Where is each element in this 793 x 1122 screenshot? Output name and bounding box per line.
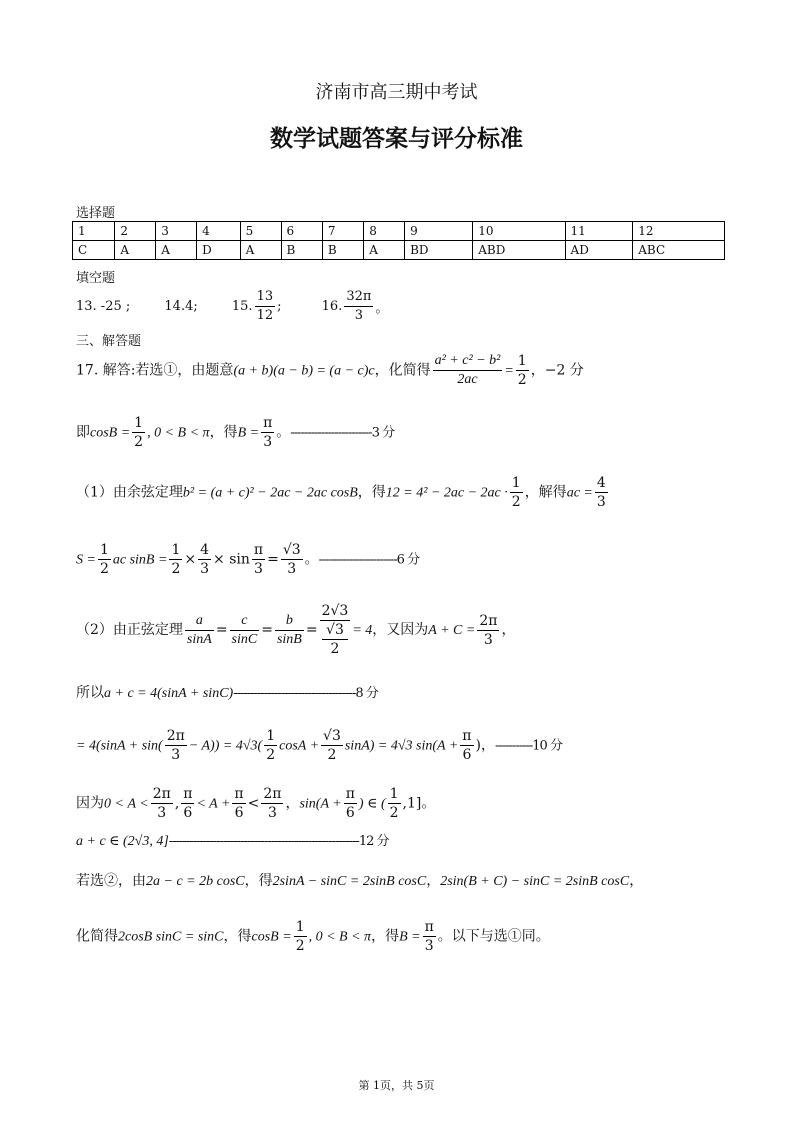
answer-14: 14.4; [164, 299, 198, 314]
numerator: √3 [322, 621, 349, 640]
numerator: b [275, 612, 304, 631]
answer-cell: ABD [473, 241, 565, 260]
denominator: 3 [157, 805, 167, 821]
numerator: √3 [282, 542, 301, 558]
numerator: 1 [517, 353, 527, 369]
denominator: 6 [183, 805, 193, 821]
denominator: 3 [263, 434, 273, 450]
question-number-cell: 1 [73, 222, 115, 241]
score-mark: ------------------------------------8 分 [233, 686, 378, 701]
answer-16-prefix: 16. [321, 299, 343, 314]
fraction [261, 785, 283, 822]
question-number-cell: 3 [156, 222, 197, 241]
equals: = [267, 551, 279, 568]
numerator: 1 [171, 542, 181, 558]
question-number-cell: 12 [633, 222, 725, 241]
fill-section-label: 填空题 [76, 271, 116, 286]
denominator: 2 [517, 372, 527, 388]
equation: (a + b)(a − b) = (a − c)c [233, 363, 375, 379]
solution-line-3 [76, 474, 610, 511]
denominator: 2ac [457, 372, 478, 387]
exam-school-title: 济南市高三期中考试 [315, 82, 478, 103]
equation: 2a − c = 2b cosC [146, 874, 245, 889]
numerator: π [424, 919, 434, 935]
question-number-cell: 7 [322, 222, 363, 241]
denominator: 6 [462, 747, 472, 763]
equation: cosB = [90, 425, 131, 441]
numerator: 1 [134, 415, 144, 431]
numerator: 4 [596, 475, 606, 491]
equation: − A)) = 4√3( [188, 738, 263, 754]
solution-line-5: （2）由正弦定理 $\frac{a}{\sin A}$ = $\frac{c}{\sin C}$ = $\frac{b}{\sin B}$ = 2√3 √3 2 = 4，又因为A + C = $\frac{2\pi}{3}$ ， [76, 603, 516, 657]
numerator: 1 [511, 475, 521, 491]
table-row-answers [73, 241, 725, 260]
fraction [321, 727, 343, 764]
answer-cell: A [156, 241, 197, 260]
solution-line-10 [76, 870, 643, 890]
choice-section-label: 选择题 [76, 206, 116, 221]
equation: × sin [213, 551, 250, 568]
fraction [230, 612, 260, 649]
page-footer: 第 1页，共 5页 [358, 1079, 435, 1092]
numerator: 2π [166, 728, 185, 744]
text: ， [629, 873, 644, 889]
question-number-cell: 6 [281, 222, 322, 241]
equation: cosB = [251, 929, 292, 945]
denominator: sinA [186, 631, 212, 647]
equation: = 4 [352, 623, 373, 638]
equation: b² = (a + c)² − 2ac − 2ac cosB [182, 485, 358, 501]
fraction [433, 352, 503, 389]
text: 17. 解答:若选①，由题意 [76, 362, 234, 379]
answer-cell: B [322, 241, 363, 260]
equation: sinA) = 4√3 sin(A + [344, 738, 459, 754]
fraction [344, 785, 357, 822]
solution-line-6 [76, 682, 378, 702]
fraction [151, 785, 173, 822]
numerator: 2π [479, 612, 498, 629]
equation: B = [237, 425, 260, 441]
fraction [132, 414, 145, 451]
denominator: 3 [483, 631, 493, 648]
solution-line-8 [76, 785, 435, 822]
denominator: 2 [295, 938, 305, 954]
answer-cell: D [197, 241, 241, 260]
text: 若选②，由 [76, 873, 146, 889]
equation: ac = [566, 485, 593, 501]
less-than: < [247, 795, 260, 812]
solution-line-9 [76, 830, 389, 850]
equation: 2sinA − sinC = 2sinB cosC [272, 874, 427, 889]
denominator: 6 [234, 805, 244, 821]
fraction [460, 727, 473, 764]
numerator: 2√3 [321, 603, 349, 619]
solution-line-2 [76, 414, 394, 451]
equals: = [504, 363, 514, 379]
denominator: 3 [354, 308, 364, 323]
solution-line-4 [76, 541, 419, 578]
choice-answer-table [72, 221, 725, 260]
answer-13: 13. -25 ; [76, 299, 131, 314]
text: )， [475, 737, 495, 754]
answer-cell: AD [565, 241, 633, 260]
numerator: 2π [152, 786, 171, 802]
equation: ) ∈ ( [358, 796, 386, 812]
denominator: 3 [267, 805, 277, 821]
text: ，得 [244, 873, 273, 889]
solution-line-7 [76, 727, 562, 764]
fraction [275, 612, 304, 649]
solution-line-11 [76, 918, 550, 955]
equation: B = [399, 929, 421, 945]
score-mark: -----------10 分 [494, 738, 562, 754]
question-number-cell: 11 [565, 222, 633, 241]
equation: a + c = 4(sinA + sinC) [104, 686, 234, 701]
denominator: 2 [99, 561, 109, 577]
fraction [281, 541, 303, 578]
fraction [198, 541, 211, 578]
equation: 2sin(B + C) − sinC = 2sinB cosC [440, 874, 630, 889]
table-row-numbers [73, 222, 725, 241]
fraction [232, 785, 245, 822]
text: 所以 [76, 685, 104, 701]
denominator: 3 [200, 561, 210, 577]
question-number-cell: 10 [473, 222, 565, 241]
numerator: √3 [323, 728, 341, 744]
question-number-cell: 9 [405, 222, 473, 241]
text: ，又因为 [372, 622, 429, 638]
text: ，得 [209, 424, 238, 441]
fraction [477, 612, 499, 649]
denominator: 3 [171, 747, 181, 763]
solution-line-1 [76, 352, 584, 389]
equation: = 4(sinA + sin( [76, 738, 163, 754]
denominator: 6 [345, 805, 355, 821]
equation: < A + [196, 796, 231, 812]
denominator: 3 [254, 561, 263, 577]
numerator: π [345, 786, 355, 802]
denominator: 12 [256, 308, 274, 323]
fraction [320, 602, 351, 658]
denominator: 3 [287, 561, 297, 577]
text: 化简得 [76, 928, 118, 945]
text: 即 [76, 424, 90, 441]
numerator: π [462, 728, 472, 744]
denominator: 3 [424, 938, 434, 954]
fraction [261, 414, 274, 451]
nested-fraction [320, 621, 351, 658]
equation: 0 < A < [104, 796, 149, 812]
numerator: 2π [263, 786, 282, 802]
denominator: 2 [511, 494, 521, 510]
text: ， [285, 795, 300, 812]
question-number-cell: 5 [240, 222, 281, 241]
equation: , 0 < B < π [147, 425, 210, 441]
fraction [595, 474, 608, 511]
score-mark: ------------------------3 分 [290, 425, 395, 441]
denominator: 2 [327, 747, 337, 763]
answer-cell: BD [405, 241, 473, 260]
answer-15-suffix: ; [277, 299, 282, 314]
fraction [252, 541, 265, 578]
question-number-cell: 2 [115, 222, 156, 241]
denominator: 2 [266, 747, 276, 763]
denominator: 2 [330, 641, 340, 657]
text: 。以下与选①同。 [437, 928, 550, 945]
fraction [516, 352, 529, 389]
fraction [294, 918, 307, 955]
fraction [264, 727, 277, 764]
question-number-cell: 4 [197, 222, 241, 241]
answer-cell: B [281, 241, 322, 260]
denominator: sinC [231, 631, 258, 647]
text: （1）由余弦定理 [76, 484, 183, 501]
answer-cell: A [364, 241, 405, 260]
answer-16-suffix: 。 [375, 301, 389, 316]
fraction [423, 918, 436, 955]
text: 。 [304, 551, 319, 568]
equation: sin(A + [299, 796, 342, 812]
document-title: 数学试题答案与评分标准 [270, 126, 523, 152]
fraction [185, 612, 214, 649]
text: ，化简得 [374, 362, 431, 379]
numerator: π [263, 415, 273, 431]
text: ，得 [223, 928, 252, 945]
fraction [165, 727, 187, 764]
fraction [388, 785, 401, 822]
solve-section-label: 三、解答题 [76, 334, 142, 349]
answer-cell: A [240, 241, 281, 260]
score-mark: ，−2 分 [530, 362, 584, 379]
answer-15-prefix: 15. [231, 299, 253, 314]
equation: 12 = 4² − 2ac − 2ac · [385, 485, 508, 501]
fraction [181, 785, 194, 822]
answer-cell: C [73, 241, 115, 260]
equation: , 0 < B < π [308, 929, 372, 945]
denominator: 2 [389, 805, 399, 821]
equation: a + c ∈ (2√3, 4] [76, 834, 169, 849]
numerator: 1 [266, 728, 276, 744]
fraction [98, 541, 111, 578]
numerator: 13 [255, 288, 276, 307]
score-mark: --------------------------------------------------------12 分 [168, 834, 389, 849]
comma: , [174, 795, 180, 812]
fraction [344, 288, 373, 325]
fill-answers-line [76, 288, 388, 325]
numerator: a² + c² − b² [433, 352, 503, 371]
fraction [255, 288, 276, 325]
text: ，得 [371, 928, 400, 945]
text: ， [501, 622, 516, 638]
denominator: 2 [134, 434, 144, 450]
text: （2）由正弦定理 [76, 622, 183, 638]
fraction [510, 474, 523, 511]
numerator: 32π [344, 288, 373, 307]
denominator: sinB [276, 631, 302, 647]
numerator: 1 [99, 542, 109, 558]
equation: 2cosB sinC = sinC [118, 929, 224, 945]
numerator: π [183, 786, 193, 802]
numerator: π [253, 542, 264, 558]
equation: S = [76, 552, 96, 568]
text: ， [426, 873, 441, 889]
answer-cell: ABC [633, 241, 725, 260]
text: 因为 [76, 795, 104, 812]
denominator: 2 [171, 561, 181, 577]
numerator: c [230, 612, 260, 631]
equation: A + C = [428, 623, 476, 638]
numerator: 1 [389, 786, 399, 802]
numerator: 4 [200, 542, 210, 558]
numerator: 1 [295, 919, 305, 935]
text: 。 [276, 424, 291, 441]
numerator: π [234, 786, 244, 802]
denominator: 3 [596, 494, 606, 510]
text: ，解得 [524, 484, 567, 501]
times: × [184, 551, 197, 568]
fraction [169, 541, 182, 578]
equation: cosA + [279, 738, 320, 754]
question-number-cell: 8 [364, 222, 405, 241]
numerator: a [185, 612, 214, 631]
answer-cell: A [115, 241, 156, 260]
equation: ac sinB = [112, 552, 168, 568]
score-mark: -----------------------6 分 [318, 552, 420, 568]
text: ，得 [357, 484, 386, 501]
text: ,1]。 [402, 795, 436, 812]
